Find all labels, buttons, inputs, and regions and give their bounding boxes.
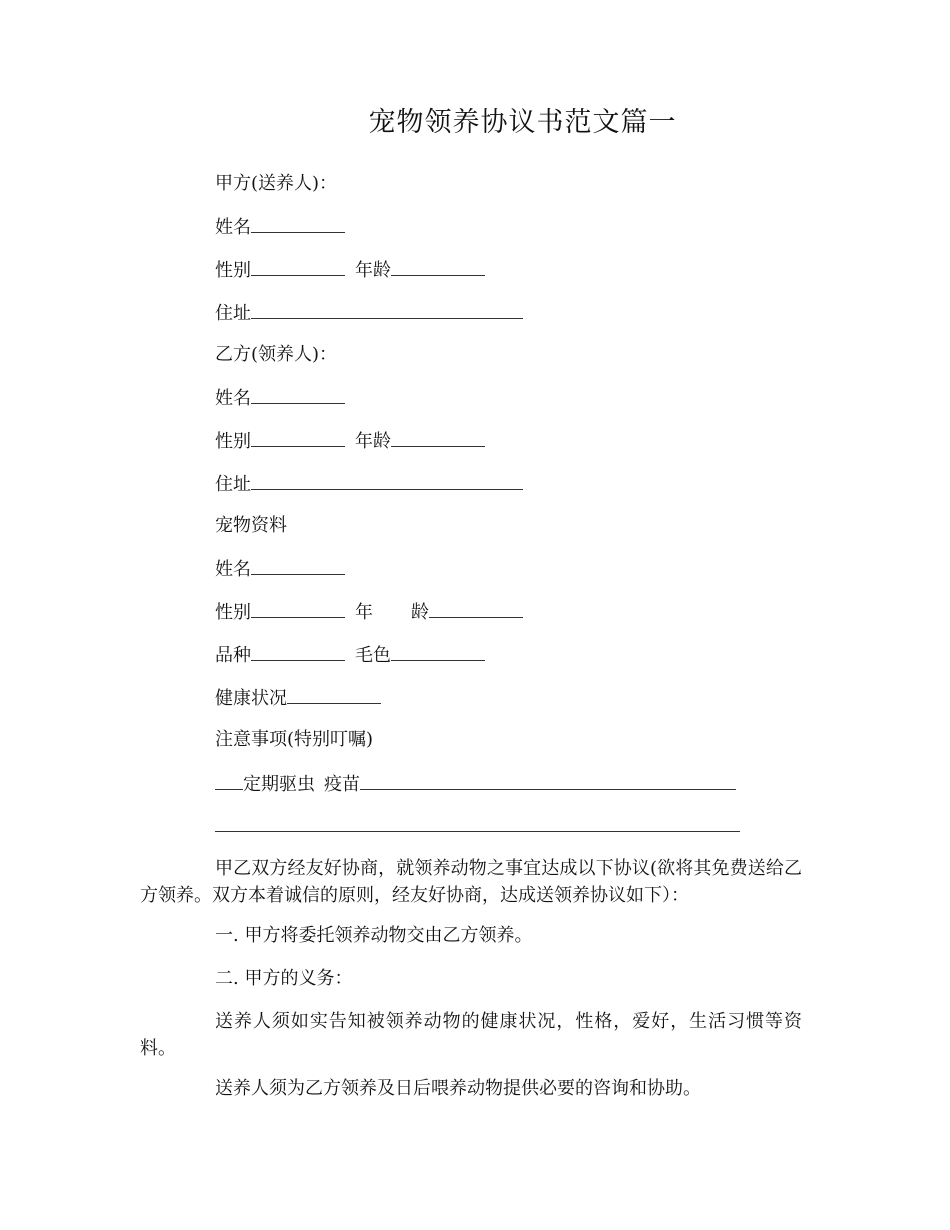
party-b-name-label: 姓名 [215,388,251,409]
pet-heading: 宠物资料 [215,515,287,536]
party-b-gender-field[interactable] [251,428,345,447]
pet-health-field[interactable] [287,685,381,704]
deworm-prefix-field[interactable] [215,771,243,790]
pet-health-row [215,685,381,711]
pet-color-field[interactable] [391,642,485,661]
party-a-address-row [215,300,523,326]
pet-gender-label: 性别 [215,602,251,623]
notes-heading: 注意事项(特别叮嘱) [215,729,374,750]
pet-gender-age-row [215,599,523,625]
party-b-age-label: 年龄 [355,431,391,452]
party-b-name-field[interactable] [251,385,345,404]
party-a-gender-label: 性别 [215,260,251,281]
intro-paragraph: 甲乙双方经友好协商，就领养动物之事宜达成以下协议(欲将其免费送给乙方领养。双方本着诚信的原则，经友好协商，达成送领养协议如下）： [140,858,802,906]
party-a-name-row [215,214,345,240]
party-a-gender-field[interactable] [251,257,345,276]
party-b-gender-label: 性别 [215,431,251,452]
party-b-address-label: 住址 [215,474,251,495]
pet-name-label: 姓名 [215,559,251,580]
pet-age-field[interactable] [429,599,523,618]
party-a-age-label: 年龄 [355,260,391,281]
pet-name-row [215,556,345,582]
pet-gender-field[interactable] [251,599,345,618]
notes-row [215,771,736,797]
pet-breed-field[interactable] [251,642,345,661]
pet-breed-label: 品种 [215,645,251,666]
vaccine-field[interactable] [360,771,736,790]
party-a-name-field[interactable] [251,214,345,233]
party-a-heading: 甲方(送养人)： [215,173,338,194]
duty-one-paragraph: 送养人须如实告知被领养动物的健康状况，性格，爱好，生活习惯等资料。 [140,1011,802,1059]
party-a-address-field[interactable] [251,300,523,319]
clause-two: 二. 甲方的义务： [215,968,353,989]
pet-health-label: 健康状况 [215,688,287,709]
deworm-label: 定期驱虫 [243,774,315,795]
party-a-address-label: 住址 [215,303,251,324]
notes-extra-row [215,813,740,839]
party-b-address-field[interactable] [251,471,523,490]
document-title: 宠物领养协议书范文篇一 [368,107,677,138]
party-b-age-field[interactable] [391,428,485,447]
party-a-age-field[interactable] [391,257,485,276]
party-b-name-row [215,385,345,411]
party-a-name-label: 姓名 [215,217,251,238]
pet-age-label-2: 龄 [411,602,429,623]
pet-breed-color-row [215,642,485,668]
pet-color-label: 毛色 [355,645,391,666]
clause-one: 一. 甲方将委托领养动物交由乙方领养。 [215,925,533,946]
party-b-heading: 乙方(领养人)： [215,344,338,365]
party-a-gender-age-row [215,257,485,283]
duty-two: 送养人须为乙方领养及日后喂养动物提供必要的咨询和协助。 [215,1078,701,1099]
pet-name-field[interactable] [251,556,345,575]
vaccine-label: 疫苗 [324,774,360,795]
party-b-gender-age-row [215,428,485,454]
party-b-address-row [215,471,523,497]
notes-extra-field[interactable] [215,813,740,832]
pet-age-label-1: 年 [355,602,373,623]
